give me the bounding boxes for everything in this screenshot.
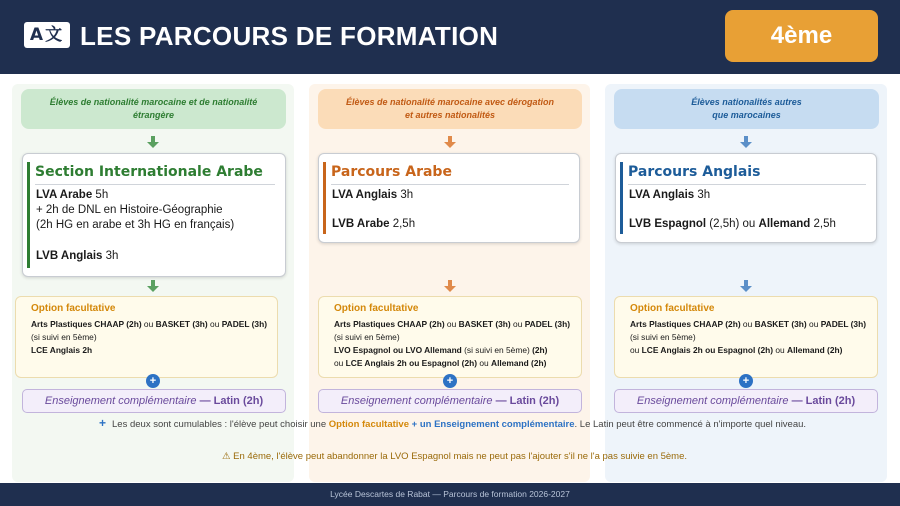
option-title: Option facultative (31, 303, 116, 314)
audience-pill-3 (614, 89, 879, 129)
option-box-2 (318, 296, 582, 378)
option-line: (si suivi en 5ème) (334, 332, 400, 342)
option-line: (si suivi en 5ème) (31, 332, 97, 342)
option-line: LCE Anglais 2h (31, 345, 93, 355)
arrow-down-icon (740, 280, 752, 292)
lva-line: LVA Anglais 3h (629, 189, 711, 201)
option-title: Option facultative (334, 303, 419, 314)
accent-bar (27, 162, 30, 268)
accent-bar (323, 162, 326, 234)
option-box-1 (15, 296, 278, 378)
translate-icon: A文 (24, 22, 70, 48)
divider (331, 184, 569, 185)
hg-line: (2h HG en arabe et 3h HG en français) (36, 219, 235, 231)
option-line: ou LCE Anglais 2h ou Espagnol (2h) ou Allemand (2h) (334, 358, 547, 368)
track-card-parcours-arabe (318, 153, 580, 243)
dnl-line: + 2h de DNL en Histoire-Géographie (36, 204, 223, 216)
arrow-down-icon (147, 136, 159, 148)
lvb-line: LVB Arabe 2,5h (332, 218, 416, 230)
track-card-parcours-anglais (615, 153, 877, 243)
audience-text: et autres nationalités (404, 110, 495, 120)
audience-text: Élèves nationalités autres (691, 96, 802, 107)
lvb-line: LVB Espagnol (2,5h) ou Allemand 2,5h (629, 218, 836, 230)
enseignement-complementaire-3: Enseignement complémentaire — Latin (2h) (614, 389, 878, 413)
enseignement-complementaire-1: Enseignement complémentaire — Latin (2h) (22, 389, 286, 413)
audience-text: Élèves de nationalité marocaine avec dérogation (345, 96, 555, 107)
audience-pill-1 (21, 89, 286, 129)
footer-bar: Lycée Descartes de Rabat — Parcours de formation 2026-2027 (0, 483, 900, 506)
arrow-down-icon (444, 280, 456, 292)
card-title: Section Internationale Arabe (35, 164, 263, 180)
accent-bar (620, 162, 623, 234)
option-title: Option facultative (630, 303, 715, 314)
warning-note: ⚠ En 4ème, l'élève peut abandonner la LVO Espagnol mais ne peut pas l'ajouter s'il ne l'a pas suivie en 5ème. (222, 451, 688, 462)
arrow-down-icon (147, 280, 159, 292)
option-line: Arts Plastiques CHAAP (2h) ou BASKET (3h) ou PADEL (3h) (630, 319, 866, 329)
enseignement-complementaire-2: Enseignement complémentaire — Latin (2h) (318, 389, 582, 413)
audience-text: Élèves de nationalité marocaine et de nationalité étrangère (49, 96, 258, 120)
arrow-down-icon (740, 136, 752, 148)
arrow-down-icon (444, 136, 456, 148)
grade-badge: 4ème (725, 10, 878, 62)
plus-icon: + (99, 416, 107, 430)
divider (35, 184, 275, 185)
divider (628, 184, 866, 185)
audience-pill-2 (318, 89, 582, 129)
lva-line: LVA Arabe 5h (36, 189, 109, 201)
cumulative-note: + Les deux sont cumulables : l'élève peut choisir une Option facultative + un Enseignement complémentaire. Le Latin peut être commencé à n'importe quel niveau. (99, 416, 807, 430)
card-title: Parcours Arabe (331, 164, 452, 180)
plus-icon: + (443, 374, 457, 388)
option-line: ou LCE Anglais 2h ou Espagnol (2h) ou Allemand (2h) (630, 345, 843, 355)
lvb-line: LVB Anglais 3h (36, 250, 119, 262)
card-title: Parcours Anglais (628, 164, 761, 180)
option-line: (si suivi en 5ème) (630, 332, 696, 342)
track-card-section-internationale (22, 153, 286, 277)
header-bar (0, 0, 900, 74)
page-title: LES PARCOURS DE FORMATION (80, 21, 499, 51)
option-line: Arts Plastiques CHAAP (2h) ou BASKET (3h) ou PADEL (3h) (31, 319, 267, 329)
option-line: Arts Plastiques CHAAP (2h) ou BASKET (3h) ou PADEL (3h) (334, 319, 570, 329)
option-box-3 (614, 296, 878, 378)
option-line: LVO Espagnol ou LVO Allemand (si suivi en 5ème) (2h) (334, 345, 548, 355)
lva-line: LVA Anglais 3h (332, 189, 414, 201)
plus-icon: + (739, 374, 753, 388)
plus-icon: + (146, 374, 160, 388)
audience-text: que marocaines (712, 110, 781, 120)
